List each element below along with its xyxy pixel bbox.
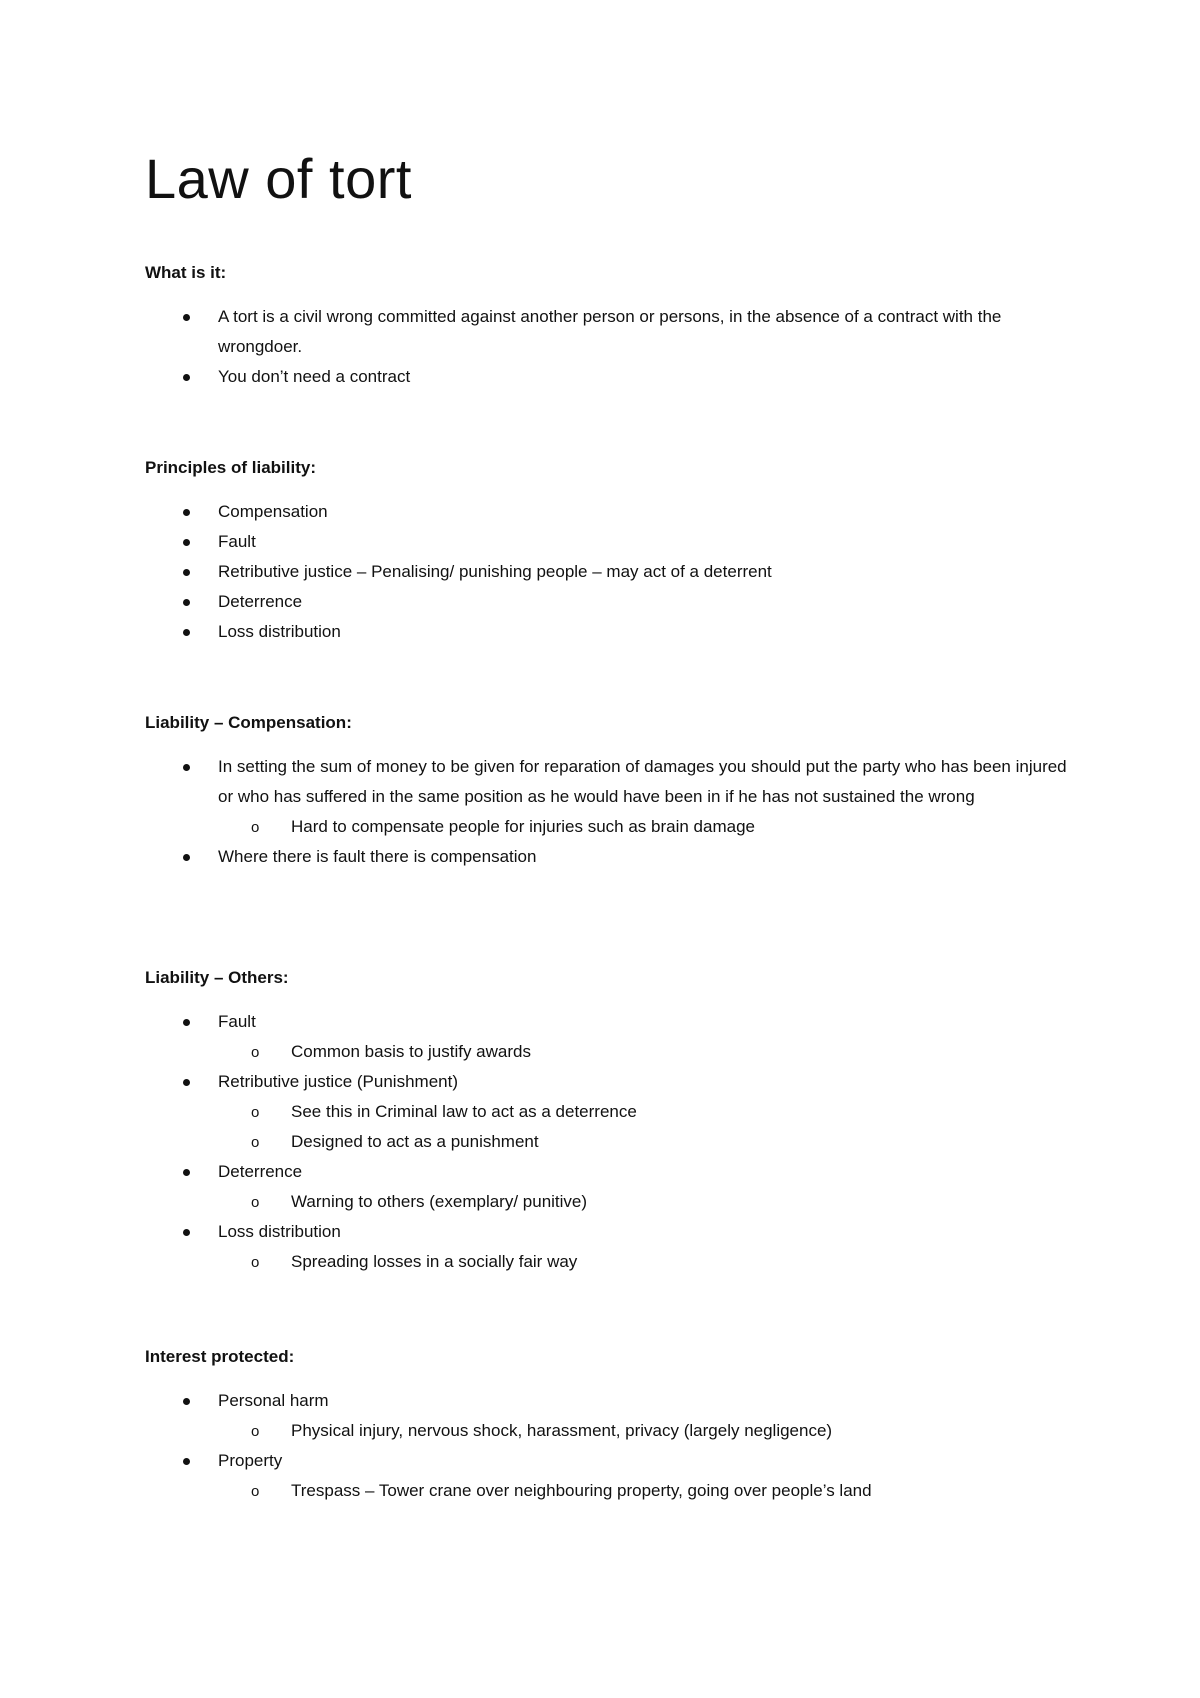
bullet-icon — [183, 569, 190, 576]
sub-list — [218, 1037, 1075, 1067]
sub-list — [218, 812, 1075, 842]
sub-list-item — [218, 1476, 1075, 1506]
bullet-icon — [183, 374, 190, 381]
bullet-icon — [183, 1019, 190, 1026]
bullet-list — [145, 302, 1075, 392]
list-item — [145, 587, 1075, 617]
sub-list — [218, 1416, 1075, 1446]
list-item-text: Fault — [218, 532, 256, 551]
section-heading: What is it: — [145, 263, 227, 282]
sub-list-item-text: See this in Criminal law to act as a deterrence — [291, 1102, 637, 1121]
list-item-text: Compensation — [218, 502, 328, 521]
circle-bullet-icon: o — [251, 1254, 260, 1271]
section-liability-others — [145, 963, 1075, 1277]
section-principles-of-liability — [145, 453, 1075, 647]
list-item — [145, 527, 1075, 557]
bullet-list — [145, 1007, 1075, 1277]
list-item-text: Where there is fault there is compensation — [218, 847, 537, 866]
bullet-list — [145, 497, 1075, 647]
sub-list-item-text: Designed to act as a punishment — [291, 1132, 539, 1151]
sub-list-item-text: Trespass – Tower crane over neighbouring property, going over people’s land — [291, 1481, 872, 1500]
list-item-text: Loss distribution — [218, 622, 341, 641]
bullet-icon — [183, 1169, 190, 1176]
list-item — [145, 1157, 1075, 1217]
list-item-text: Personal harm — [218, 1391, 329, 1410]
section-heading: Interest protected: — [145, 1347, 295, 1366]
circle-bullet-icon: o — [251, 1423, 260, 1440]
list-item — [145, 362, 1075, 392]
list-item — [145, 752, 1075, 842]
bullet-icon — [183, 1079, 190, 1086]
bullet-icon — [183, 539, 190, 546]
document-title: Law of tort — [145, 147, 412, 210]
list-item-text: Property — [218, 1451, 283, 1470]
bullet-icon — [183, 1229, 190, 1236]
sub-list-item-text: Common basis to justify awards — [291, 1042, 531, 1061]
circle-bullet-icon: o — [251, 1044, 260, 1061]
list-item-text: You don’t need a contract — [218, 367, 411, 386]
section-heading: Liability – Compensation: — [145, 713, 352, 732]
sub-list-item — [218, 1127, 1075, 1157]
section-what-is-it — [145, 258, 1075, 392]
section-heading: Liability – Others: — [145, 968, 289, 987]
list-item — [145, 1007, 1075, 1067]
sub-list-item — [218, 1097, 1075, 1127]
bullet-list — [145, 1386, 1075, 1506]
list-item-text: In setting the sum of money to be given for reparation of damages you should put the party who has been injured or who has suffered in the same position as he would have been in if he has not sustained the wrong — [218, 757, 1067, 806]
list-item — [145, 842, 1075, 872]
bullet-icon — [183, 314, 190, 321]
bullet-icon — [183, 764, 190, 771]
circle-bullet-icon: o — [251, 819, 260, 836]
sub-list-item — [218, 812, 1075, 842]
circle-bullet-icon: o — [251, 1104, 260, 1121]
list-item-text: Fault — [218, 1012, 256, 1031]
list-item — [145, 497, 1075, 527]
list-item — [145, 1217, 1075, 1277]
sub-list — [218, 1187, 1075, 1217]
circle-bullet-icon: o — [251, 1483, 260, 1500]
bullet-icon — [183, 599, 190, 606]
section-liability-compensation — [145, 708, 1075, 872]
sub-list-item-text: Warning to others (exemplary/ punitive) — [291, 1192, 588, 1211]
list-item-text: Retributive justice (Punishment) — [218, 1072, 458, 1091]
circle-bullet-icon: o — [251, 1134, 260, 1151]
sub-list-item-text: Hard to compensate people for injuries such as brain damage — [291, 817, 755, 836]
section-interest-protected — [145, 1342, 1075, 1506]
list-item — [145, 302, 1075, 362]
sub-list-item — [218, 1037, 1075, 1067]
sub-list-item — [218, 1416, 1075, 1446]
list-item — [145, 617, 1075, 647]
sub-list — [218, 1247, 1075, 1277]
list-item — [145, 1446, 1075, 1506]
list-item-text: Deterrence — [218, 1162, 303, 1181]
bullet-icon — [183, 509, 190, 516]
list-item-text: Retributive justice – Penalising/ punishing people – may act of a deterrent — [218, 562, 772, 581]
sub-list-item-text: Physical injury, nervous shock, harassment, privacy (largely negligence) — [291, 1421, 833, 1440]
sub-list — [218, 1476, 1075, 1506]
list-item — [145, 1386, 1075, 1446]
list-item-text: A tort is a civil wrong committed against another person or persons, in the absence of a contract with the wrongdoer. — [218, 307, 1002, 356]
bullet-icon — [183, 629, 190, 636]
section-heading: Principles of liability: — [145, 458, 316, 477]
sub-list-item — [218, 1247, 1075, 1277]
list-item — [145, 1067, 1075, 1157]
bullet-icon — [183, 1398, 190, 1405]
sub-list-item-text: Spreading losses in a socially fair way — [291, 1252, 578, 1271]
list-item-text: Deterrence — [218, 592, 303, 611]
circle-bullet-icon: o — [251, 1194, 260, 1211]
sub-list-item — [218, 1187, 1075, 1217]
sub-list — [218, 1097, 1075, 1157]
bullet-icon — [183, 854, 190, 861]
list-item — [145, 557, 1075, 587]
bullet-list — [145, 752, 1075, 872]
list-item-text: Loss distribution — [218, 1222, 341, 1241]
bullet-icon — [183, 1458, 190, 1465]
